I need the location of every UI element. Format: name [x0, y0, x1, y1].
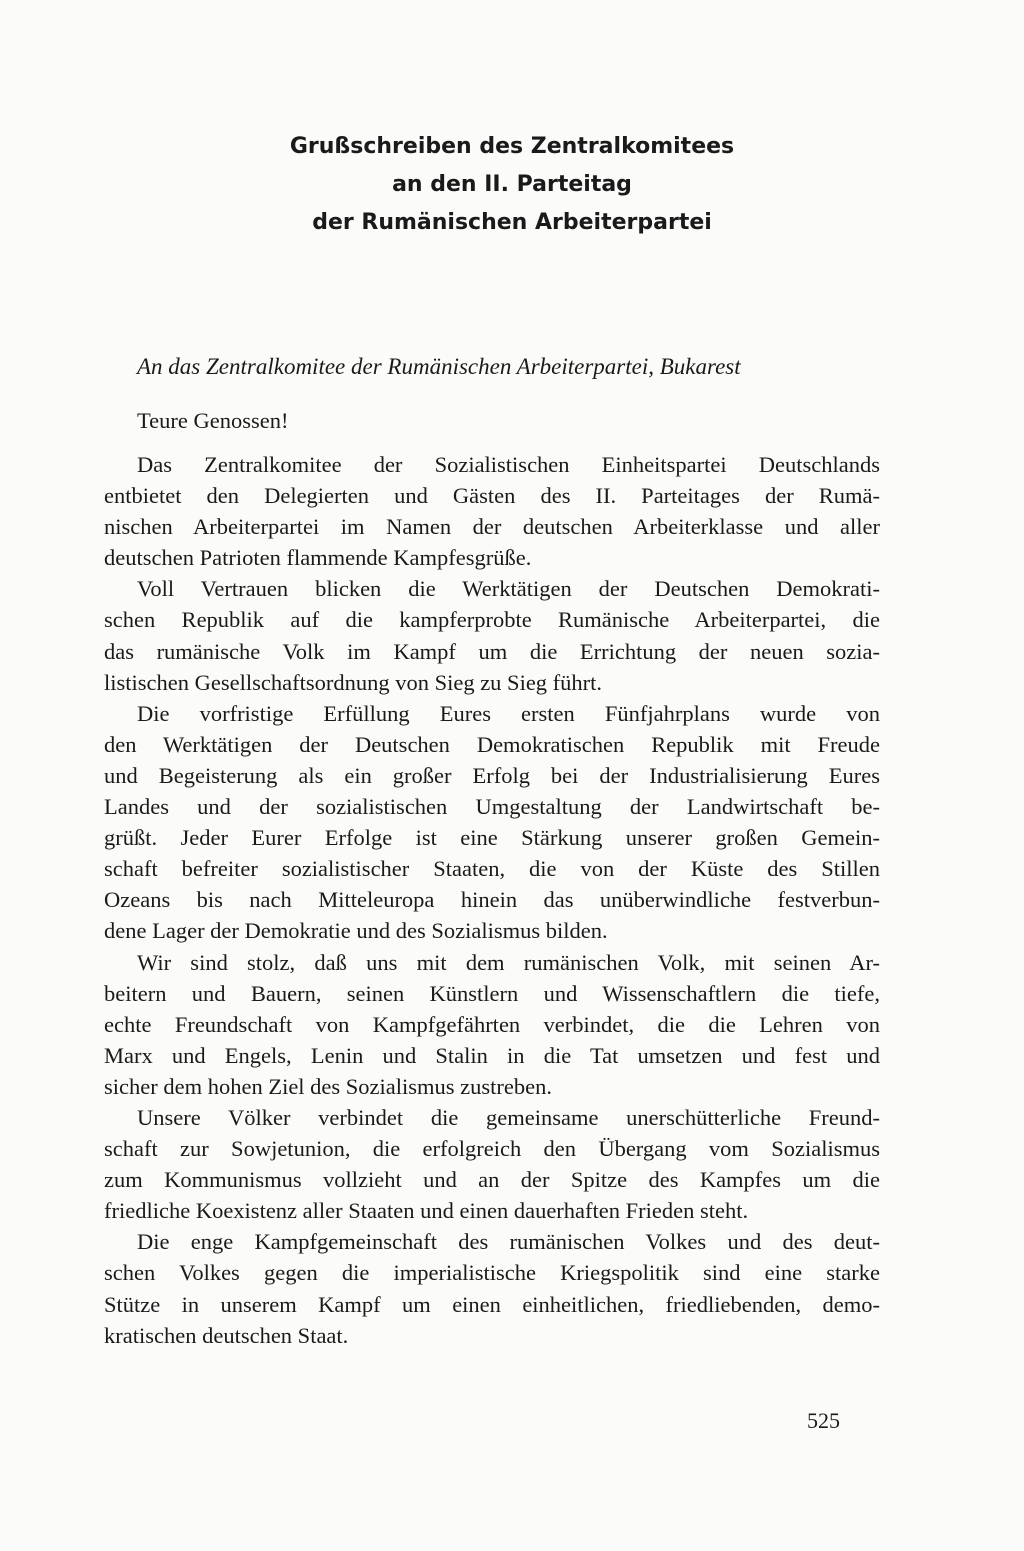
document-title — [0, 128, 1024, 242]
text-line: schaft befreiter sozialistischer Staaten, die von der Küste des Stillen — [104, 856, 880, 882]
text-line: beitern und Bauern, seinen Künstlern und Wissenschaftlern die tiefe, — [104, 980, 880, 1006]
text-line: den Werktätigen der Deutschen Demokratischen Republik mit Freude — [104, 731, 880, 757]
text-line: friedliche Koexistenz aller Staaten und einen dauerhaften Frieden steht. — [104, 1198, 749, 1224]
text-line: sicher dem hohen Ziel des Sozialismus zustreben. — [104, 1073, 553, 1099]
text-line: Unsere Völker verbindet die gemeinsame unerschütterliche Freund- — [137, 1104, 880, 1130]
text-line: nischen Arbeiterpartei im Namen der deutschen Arbeiterklasse und aller — [104, 514, 880, 540]
text-line: schen Volkes gegen die imperialistische Kriegspolitik sind eine starke — [104, 1260, 880, 1286]
text-line: und Begeisterung als ein großer Erfolg bei der Industrialisierung Eures — [104, 762, 880, 788]
text-line: dene Lager der Demokratie und des Sozialismus bilden. — [104, 918, 608, 944]
text-line: Die vorfristige Erfüllung Eures ersten Fünfjahrplans wurde von — [137, 700, 880, 726]
text-line: Voll Vertrauen blicken die Werktätigen der Deutschen Demokrati- — [137, 576, 880, 602]
text-line: Wir sind stolz, daß uns mit dem rumänischen Volk, mit seinen Ar- — [137, 949, 880, 975]
text-line: entbietet den Delegierten und Gästen des II. Parteitages der Rumä- — [104, 483, 880, 509]
page-number: 525 — [807, 1408, 840, 1433]
text-line: Marx und Engels, Lenin und Stalin in die Tat umsetzen und fest und — [104, 1042, 880, 1068]
text-line: listischen Gesellschaftsordnung von Sieg zu Sieg führt. — [104, 669, 603, 695]
text-line: Das Zentralkomitee der Sozialistischen Einheitspartei Deutschlands — [137, 452, 880, 477]
text-line: echte Freundschaft von Kampfgefährten verbindet, die die Lehren von — [104, 1011, 880, 1037]
text-line: grüßt. Jeder Eurer Erfolge ist eine Stärkung unserer großen Gemein- — [104, 825, 880, 851]
title-line: Grußschreiben des Zentralkomitees — [289, 134, 735, 159]
text-line: deutschen Patrioten flammende Kampfesgrüße. — [104, 545, 532, 571]
text-line: kratischen deutschen Staat. — [104, 1322, 349, 1348]
text-line: zum Kommunismus vollzieht und an der Spitze des Kampfes um die — [104, 1167, 880, 1193]
salutation: Teure Genossen! — [137, 408, 289, 433]
text-line: das rumänische Volk im Kampf um die Errichtung der neuen sozia- — [104, 638, 880, 664]
addressee: An das Zentralkomitee der Rumänischen Arbeiterpartei, Bukarest — [137, 354, 741, 379]
text-line: schaft zur Sowjetunion, die erfolgreich den Übergang vom Sozialismus — [104, 1136, 880, 1162]
text-line: Die enge Kampfgemeinschaft des rumänischen Volkes und des deut- — [137, 1229, 880, 1255]
title-line: der Rumänischen Arbeiterpartei — [312, 210, 712, 235]
text-line: Stütze in unserem Kampf um einen einheitlichen, friedliebenden, demo- — [104, 1291, 880, 1317]
title-line: an den II. Parteitag — [392, 172, 632, 197]
text-line: Landes und der sozialistischen Umgestaltung der Landwirtschaft be- — [104, 794, 880, 820]
text-line: Ozeans bis nach Mitteleuropa hinein das unüberwindliche festverbun- — [104, 887, 880, 913]
letter-body — [104, 449, 880, 1351]
text-line: schen Republik auf die kampferprobte Rumänische Arbeiterpartei, die — [104, 607, 880, 633]
